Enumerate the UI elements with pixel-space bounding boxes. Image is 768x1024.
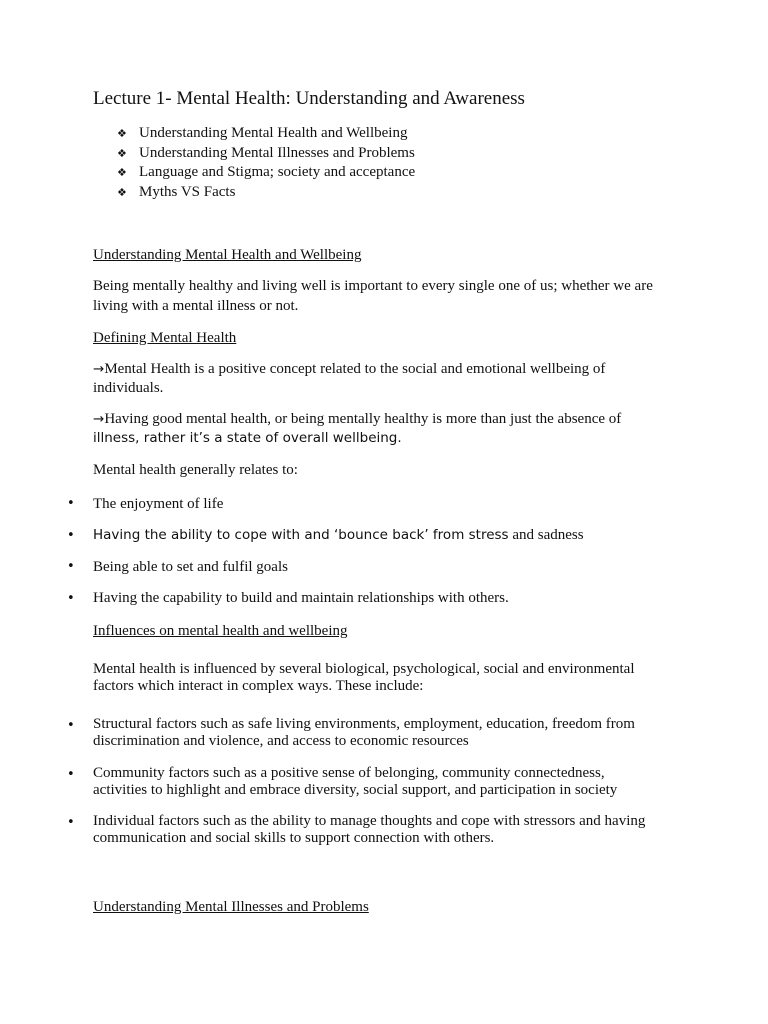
definition-line: illness, rather it’s a state of overall wellbeing. xyxy=(93,430,402,446)
paragraph-line: Mental health is influenced by several biological, psychological, social and environmental xyxy=(93,661,635,677)
list-item: Structural factors such as safe living environments, employment, education, freedom from xyxy=(93,716,635,732)
outline-item: ❖ Myths VS Facts xyxy=(117,183,415,203)
bullet-icon: • xyxy=(67,528,75,543)
list-item: Having the ability to cope with and ‘bounce back’ from stress and sadness xyxy=(93,527,584,543)
list-item: Individual factors such as the ability to manage thoughts and cope with stressors and having xyxy=(93,813,646,829)
list-item: activities to highlight and embrace diversity, social support, and participation in society xyxy=(93,782,618,798)
bullet-icon: • xyxy=(67,767,75,782)
diamond-bullet-icon: ❖ xyxy=(117,127,127,140)
bullet-icon: • xyxy=(67,559,75,574)
subheading-influences: Influences on mental health and wellbeing xyxy=(93,623,348,639)
bullet-icon: • xyxy=(67,591,75,606)
outline-item: ❖ Understanding Mental Illnesses and Problems xyxy=(117,144,415,164)
list-item: The enjoyment of life xyxy=(93,496,224,512)
list-item: Community factors such as a positive sense of belonging, community connectedness, xyxy=(93,765,605,781)
arrow-right-icon: → xyxy=(93,361,105,377)
section-heading-illnesses: Understanding Mental Illnesses and Problems xyxy=(93,899,369,915)
list-item: Being able to set and fulfil goals xyxy=(93,559,288,575)
relates-intro: Mental health generally relates to: xyxy=(93,462,298,478)
paragraph-line: living with a mental illness or not. xyxy=(93,298,299,314)
section-heading-wellbeing: Understanding Mental Health and Wellbeing xyxy=(93,247,362,263)
bullet-icon: • xyxy=(67,718,75,733)
diamond-bullet-icon: ❖ xyxy=(117,185,127,199)
definition-line: →Having good mental health, or being mentally healthy is more than just the absence of xyxy=(93,411,622,427)
list-item: discrimination and violence, and access to economic resources xyxy=(93,733,469,749)
arrow-right-icon: → xyxy=(93,411,105,427)
diamond-bullet-icon: ❖ xyxy=(117,146,127,160)
bullet-icon: • xyxy=(67,496,75,511)
paragraph-line: factors which interact in complex ways. These include: xyxy=(93,678,424,694)
outline-item: ❖ Understanding Mental Health and Wellbeing xyxy=(117,124,415,144)
bullet-icon: • xyxy=(67,815,75,830)
page-title: Lecture 1- Mental Health: Understanding and Awareness xyxy=(93,88,525,109)
list-item: Having the capability to build and maintain relationships with others. xyxy=(93,590,509,606)
subheading-defining-mental-health: Defining Mental Health xyxy=(93,330,237,346)
list-item: communication and social skills to support connection with others. xyxy=(93,830,495,846)
diamond-bullet-icon: ❖ xyxy=(117,166,127,179)
definition-line: →Mental Health is a positive concept related to the social and emotional wellbeing of xyxy=(93,361,606,377)
outline-item: ❖ Language and Stigma; society and acceptance xyxy=(117,163,415,183)
definition-line: individuals. xyxy=(93,380,164,396)
paragraph-line: Being mentally healthy and living well is important to every single one of us; whether we are xyxy=(93,278,653,294)
outline-list xyxy=(117,124,415,202)
